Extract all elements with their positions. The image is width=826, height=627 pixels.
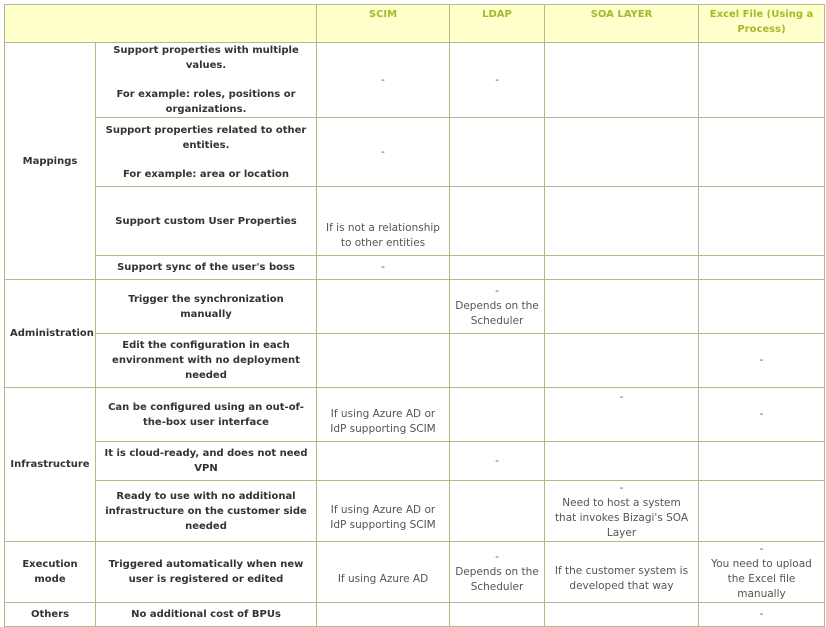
table-row <box>5 256 825 280</box>
feature-edit-config: Edit the configuration in each environment with no deployment needed <box>96 334 317 388</box>
ldap-auto-trigger <box>450 542 545 603</box>
feature-boss-sync: Support sync of the user's boss <box>96 256 317 280</box>
table-row <box>5 603 825 627</box>
feature-related-entities <box>96 118 317 187</box>
excel-boss-sync <box>699 256 825 280</box>
table-row <box>5 442 825 481</box>
cell-note: You need to upload the Excel file manually <box>711 558 812 600</box>
ldap-trigger-manually <box>450 280 545 334</box>
feature-text: Support properties related to other entities. <box>105 124 307 151</box>
excel-trigger-manually <box>699 280 825 334</box>
soa-no-infrastructure <box>545 481 699 542</box>
comparison-table <box>4 4 825 627</box>
ldap-boss-sync <box>450 256 545 280</box>
ldap-no-bpu-cost <box>450 603 545 627</box>
scim-edit-config <box>317 334 450 388</box>
soa-auto-trigger: If the customer system is developed that way <box>545 542 699 603</box>
excel-edit-config: - <box>699 334 825 388</box>
category-infrastructure: Infrastructure <box>5 388 96 542</box>
soa-edit-config <box>545 334 699 388</box>
feature-custom-properties: Support custom User Properties <box>96 187 317 256</box>
soa-related-entities <box>545 118 699 187</box>
soa-ootb-ui: - <box>545 388 699 442</box>
feature-no-bpu-cost: No additional cost of BPUs <box>96 603 317 627</box>
category-administration: Administration <box>5 280 96 388</box>
table-row <box>5 280 825 334</box>
excel-no-infrastructure <box>699 481 825 542</box>
excel-ootb-ui: - <box>699 388 825 442</box>
dash-mark: - <box>495 285 499 297</box>
soa-cloud-ready <box>545 442 699 481</box>
dash-mark: - <box>619 482 624 494</box>
header-excel-file: Excel File (Using a Process) <box>699 5 825 43</box>
feature-example: For example: roles, positions or organizations. <box>116 89 296 115</box>
scim-related-entities: - <box>317 118 450 187</box>
scim-boss-sync: - <box>317 256 450 280</box>
excel-custom-properties <box>699 187 825 256</box>
soa-boss-sync <box>545 256 699 280</box>
ldap-no-infrastructure <box>450 481 545 542</box>
feature-text: Support properties with multiple values. <box>113 45 299 71</box>
ldap-ootb-ui <box>450 388 545 442</box>
scim-no-infrastructure: If using Azure AD or IdP supporting SCIM <box>317 481 450 542</box>
category-execution-mode: Execution mode <box>5 542 96 603</box>
dash-mark: - <box>759 543 764 555</box>
excel-multiple-values <box>699 43 825 118</box>
excel-related-entities <box>699 118 825 187</box>
table-row <box>5 187 825 256</box>
excel-no-bpu-cost: - <box>699 603 825 627</box>
feature-no-infrastructure: Ready to use with no additional infrastructure on the customer side needed <box>96 481 317 542</box>
excel-auto-trigger <box>699 542 825 603</box>
scim-cloud-ready <box>317 442 450 481</box>
category-others: Others <box>5 603 96 627</box>
ldap-multiple-values: - <box>450 43 545 118</box>
ldap-edit-config <box>450 334 545 388</box>
header-ldap: LDAP <box>450 5 545 43</box>
scim-ootb-ui: If using Azure AD or IdP supporting SCIM <box>317 388 450 442</box>
table-row <box>5 388 825 442</box>
scim-trigger-manually <box>317 280 450 334</box>
scim-no-bpu-cost <box>317 603 450 627</box>
cell-note: Need to host a system that invokes Bizagi's SOA Layer <box>554 497 689 539</box>
table-row <box>5 43 825 118</box>
scim-multiple-values: - <box>317 43 450 118</box>
table-row <box>5 481 825 542</box>
table-row <box>5 334 825 388</box>
dash-mark: - <box>495 550 499 563</box>
table-row <box>5 118 825 187</box>
table-row <box>5 542 825 603</box>
scim-custom-properties: If is not a relationship to other entities <box>317 187 450 256</box>
soa-trigger-manually <box>545 280 699 334</box>
header-blank-cell <box>5 5 317 43</box>
soa-custom-properties <box>545 187 699 256</box>
cell-note: Depends on the Scheduler <box>455 565 539 593</box>
header-soa-layer: SOA LAYER <box>545 5 699 43</box>
feature-auto-trigger: Triggered automatically when new user is registered or edited <box>96 542 317 603</box>
feature-ootb-ui: Can be configured using an out-of-the-box user interface <box>96 388 317 442</box>
excel-cloud-ready <box>699 442 825 481</box>
feature-cloud-ready: It is cloud-ready, and does not need VPN <box>96 442 317 481</box>
cell-note: Depends on the Scheduler <box>455 300 539 327</box>
scim-auto-trigger: If using Azure AD <box>317 542 450 603</box>
soa-no-bpu-cost <box>545 603 699 627</box>
feature-example: For example: area or location <box>122 168 290 180</box>
soa-multiple-values <box>545 43 699 118</box>
ldap-related-entities <box>450 118 545 187</box>
feature-multiple-values <box>96 43 317 118</box>
ldap-custom-properties <box>450 187 545 256</box>
header-scim: SCIM <box>317 5 450 43</box>
feature-trigger-manually: Trigger the synchronization manually <box>96 280 317 334</box>
ldap-cloud-ready: - <box>450 442 545 481</box>
category-mappings: Mappings <box>5 43 96 280</box>
header-row <box>5 5 825 43</box>
